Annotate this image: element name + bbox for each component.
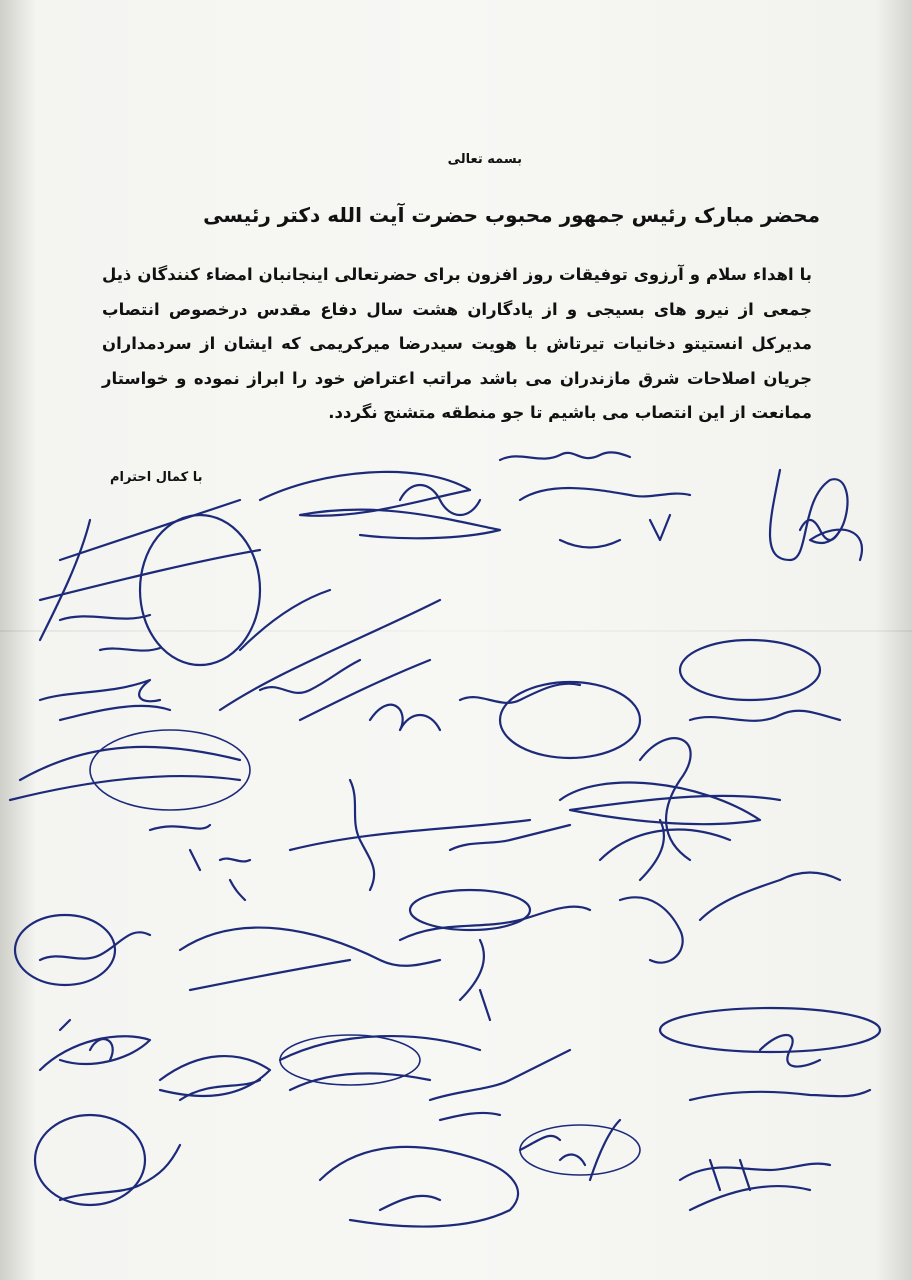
signature [430,1050,570,1120]
signature [770,470,862,560]
signature [160,1056,270,1100]
letter-body: با اهداء سلام و آرزوی توفیقات روز افزون برای حضرتعالی اینجانبان امضاء کنندگان ذیل جمعی از نیرو های بسیجی و از یادگاران هشت سال دفاع مقدس درخصوص انتصاب مدیرکل انستیتو دخانیات تیرتاش با هویت سیدرضا میرکریمی که ایشان از سردمداران جریان اصلاحات شرق مازندران می باشد مراتب اعتراض خود را ابراز نموده و خواستار ممانعت از این انتصاب می باشیم تا جو منطقه متشنج نگردد. [102,265,812,422]
signature [40,680,170,720]
signature [10,730,250,810]
signature [150,825,250,900]
letter-invocation: بسمه تعالی [447,152,522,167]
signature [35,1115,180,1205]
signature [280,1035,480,1090]
signature [180,928,440,990]
signature [290,780,570,890]
signature [260,472,500,538]
signature [660,1008,880,1100]
letter-addressee: محضر مبارک رئیس جمهور محبوب حضرت آیت الله دکتر رئیسی [203,203,820,227]
signature [40,1020,150,1070]
signature [680,1160,830,1210]
signature [500,452,690,547]
signature [520,1120,640,1180]
signature [320,1147,518,1227]
signature [620,820,840,963]
signature [370,682,640,758]
signature [220,590,440,720]
signature [40,500,260,665]
signature [400,890,590,1020]
letter-closing: با کمال احترام [110,470,203,485]
signature [15,915,150,985]
signature [680,640,840,721]
